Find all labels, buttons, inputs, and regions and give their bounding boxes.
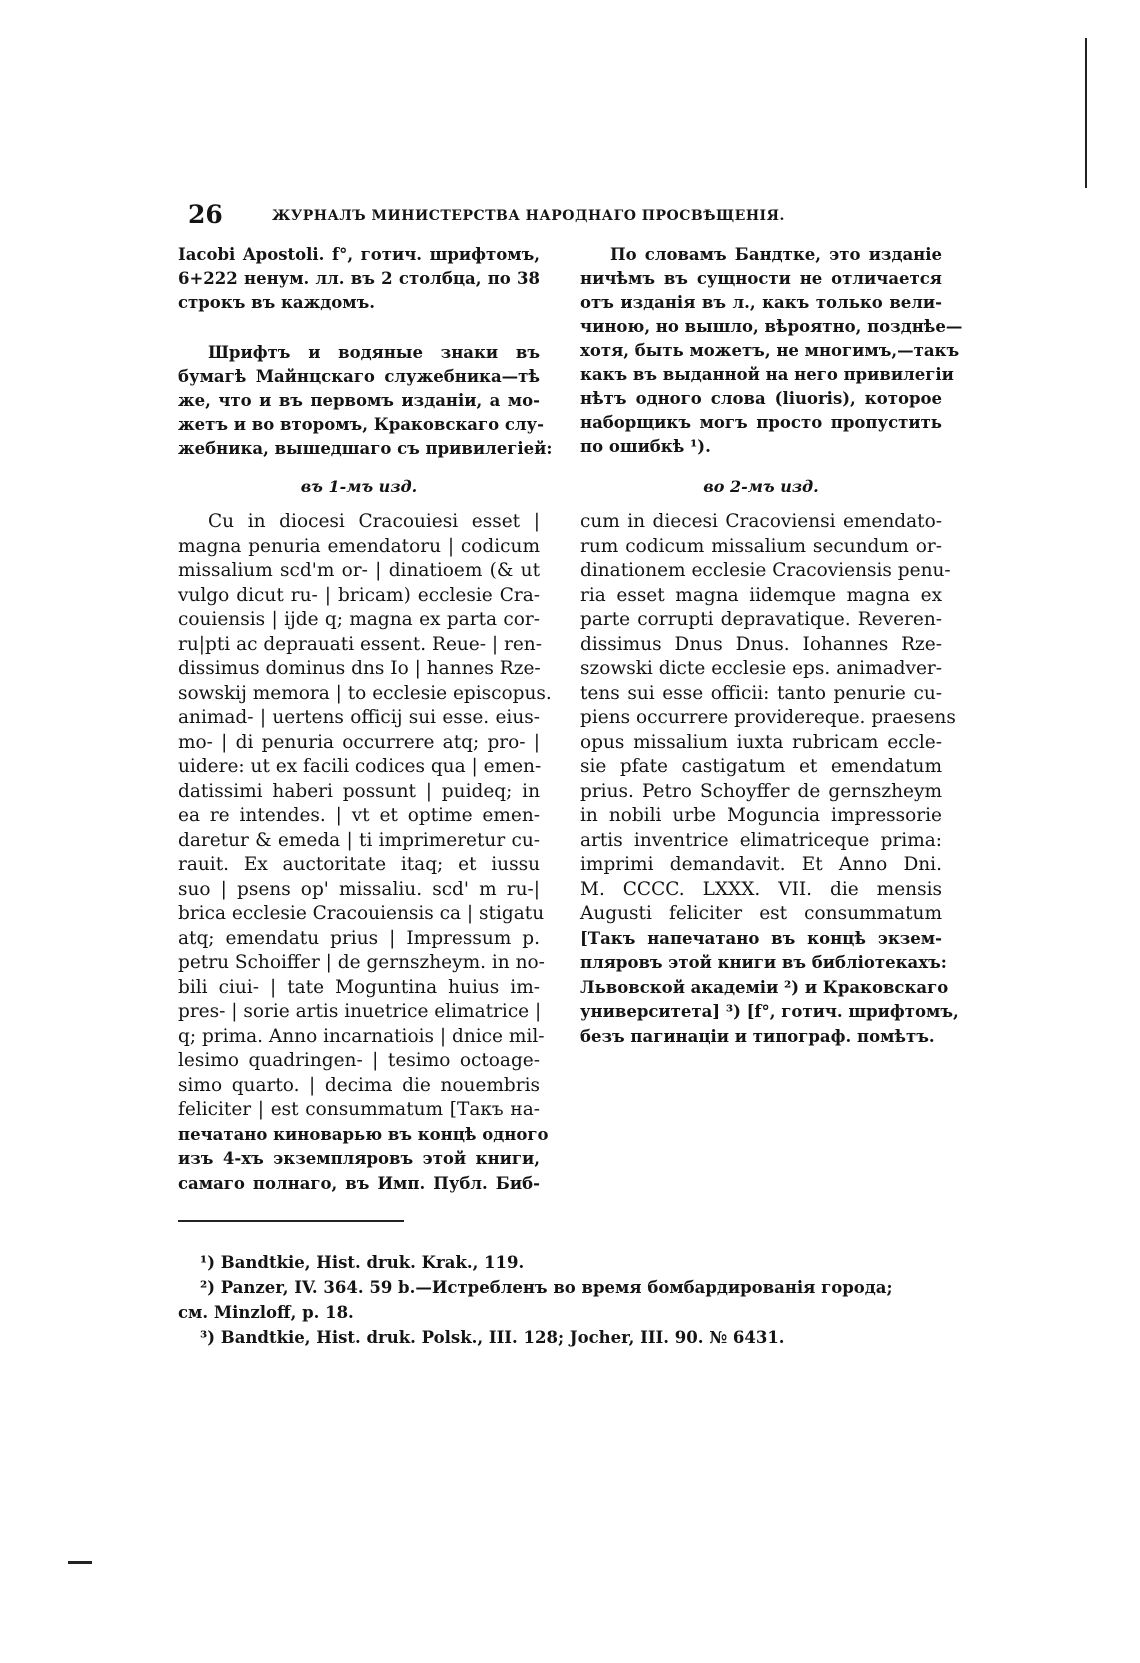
text-line: Cu in diocesi Cracouiesi esset | <box>208 511 540 532</box>
text-line: lesimo quadringen- | tesimo octoage- <box>178 1050 540 1071</box>
text-line: нѣтъ одного слова (liuoris), которое <box>580 389 942 408</box>
text-line: бумагѣ Майнцскаго служебника—тѣ <box>178 367 540 386</box>
left-paragraph <box>178 341 553 461</box>
text-line: imprimi demandavit. Et Anno Dni. <box>580 854 942 875</box>
text-line: rauit. Ex auctoritate itaq; et iussu <box>178 854 540 875</box>
page-number: 26 <box>188 200 223 229</box>
footnote-2-cont: см. Minzloff, p. 18. <box>178 1303 354 1322</box>
margin-mark <box>68 1561 92 1564</box>
left-intro <box>178 243 540 315</box>
text-line: Augusti feliciter est consummatum <box>580 903 942 924</box>
running-head: ЖУРНАЛЪ МИНИСТЕРСТВА НАРОДНАГО ПРОСВѢЩЕНІЯ. <box>272 208 785 224</box>
footnotes <box>178 1250 893 1350</box>
text-line: sie pfate castigatum et emendatum <box>580 756 942 777</box>
text-line: строкъ въ каждомъ. <box>178 293 376 312</box>
text-line: Львовской академіи ²) и Краковскаго <box>580 977 949 997</box>
text-line: университета] ³) [f°, готич. шрифтомъ, <box>580 1002 959 1021</box>
text-line: ru|pti ac deprauati essent. Reue- | ren- <box>178 633 542 655</box>
text-line: simo quarto. | decima die nouembris <box>178 1074 540 1096</box>
text-line: отъ изданія въ л., какъ только вели- <box>580 293 942 312</box>
text-line: magna penuria emendatoru | codicum <box>178 535 540 557</box>
text-line: brica ecclesie Cracouiensis ca | stigatu <box>178 903 545 924</box>
text-line: missalium scd'm or- | dinatioem (& ut <box>178 560 540 581</box>
text-line: dissimus Dnus Dnus. Iohannes Rze- <box>580 633 942 655</box>
text-line: q; prima. Anno incarnatiois | dnice mil- <box>178 1025 545 1047</box>
text-line: cum in diecesi Cracoviensi emendato- <box>580 511 942 532</box>
text-line: По словамъ Бандтке, это изданіе <box>610 245 942 264</box>
text-line: [Такъ напечатано въ концѣ экзем- <box>580 928 942 948</box>
text-line: ea re intendes. | vt et optime emen- <box>178 805 540 826</box>
left-latin-text <box>178 510 552 1196</box>
left-subheading: въ 1-мъ изд. <box>300 477 418 496</box>
text-line: uidere: ut ex facili codices qua | emen- <box>178 756 542 777</box>
text-line: suo | psens op' missaliu. scd' m ru-| <box>178 878 540 900</box>
text-line: feliciter | est consummatum [Такъ на- <box>178 1099 540 1120</box>
text-line: bili ciui- | tate Moguntina huius im- <box>178 976 540 998</box>
text-line: opus missalium iuxta rubricam eccle- <box>580 731 942 753</box>
footnote-3: ³) Bandtkie, Hist. druk. Polsk., III. 128; Jocher, III. 90. № 6431. <box>200 1328 785 1347</box>
text-line: безъ пагинаціи и типограф. помѣтъ. <box>580 1026 935 1046</box>
text-line: prius. Petro Schoyffer de gernszheym <box>580 780 942 802</box>
text-line: animad- | uertens officij sui esse. eius- <box>178 707 540 728</box>
text-line: наборщикъ могъ просто пропустить <box>580 413 942 432</box>
text-line: szowski dicte ecclesie eps. animadver- <box>580 658 942 679</box>
text-line: хотя, быть можетъ, не многимъ,—такъ <box>580 341 960 360</box>
text-line: rum codicum missalium secundum or- <box>580 535 942 557</box>
text-line: petru Schoiffer | de gernszheym. in no- <box>178 952 545 973</box>
text-line: tens sui esse officii: tanto penurie cu- <box>580 682 942 704</box>
text-line: ничѣмъ въ сущности не отличается <box>580 269 942 288</box>
text-line: ria esset magna iidemque magna ex <box>580 584 942 606</box>
text-line: какъ въ выданной на него привилегіи <box>580 365 954 384</box>
footnote-rule <box>178 1220 404 1222</box>
text-line: pres- | sorie artis inuetrice elimatrice | <box>178 1001 542 1022</box>
text-line: чиною, но вышло, вѣроятно, позднѣе— <box>580 317 963 336</box>
text-line: пляровъ этой книги въ библіотекахъ: <box>580 953 947 972</box>
text-line: atq; emendatu prius | Impressum p. <box>178 927 540 949</box>
text-line: datissimi haberi possunt | puideq; in <box>178 780 540 802</box>
text-line: жебника, вышедшаго съ привилегіей: <box>178 439 553 458</box>
footnote-2: ²) Panzer, IV. 364. 59 b.—Истребленъ во время бомбардированія города; <box>200 1278 893 1297</box>
text-line: dissimus dominus dns Io | hannes Rze- <box>178 658 541 679</box>
text-line: самаго полнаго, въ Имп. Публ. Биб- <box>178 1173 540 1193</box>
text-line: in nobili urbe Moguncia impressorie <box>580 805 942 826</box>
text-line: 6+222 ненум. лл. въ 2 столбца, по 38 <box>178 269 540 288</box>
footnote-1: ¹) Bandtkie, Hist. druk. Krak., 119. <box>200 1253 525 1272</box>
text-line: vulgo dicut ru- | bricam) ecclesie Cra- <box>178 584 540 606</box>
right-latin-text <box>580 510 959 1049</box>
right-paragraph <box>580 243 963 459</box>
text-line: изъ 4-хъ экземпляровъ этой книги, <box>178 1149 540 1168</box>
text-line: parte corrupti depravatique. Reveren- <box>580 609 942 630</box>
text-line: Шрифтъ и водяные знаки въ <box>208 343 540 362</box>
text-line: piens occurrere providereque. praesens <box>580 707 956 728</box>
right-subheading: во 2-мъ изд. <box>703 477 819 496</box>
page-edge-rule <box>1085 38 1087 188</box>
text-line: mo- | di penuria occurrere atq; pro- | <box>178 731 540 753</box>
text-line: couiensis | ijde q; magna ex parta cor- <box>178 609 540 630</box>
text-line: M. CCCC. LXXX. VII. die mensis <box>580 878 942 900</box>
text-line: жетъ и во второмъ, Краковскаго слу- <box>178 415 544 434</box>
text-line: sowskij memora | to ecclesie episcopus. <box>178 682 552 704</box>
text-line: daretur & emeda | ti imprimeretur cu- <box>178 829 540 851</box>
text-line: же, что и въ первомъ изданіи, а мо- <box>178 391 540 410</box>
text-line: по ошибкѣ ¹). <box>580 437 711 456</box>
text-line: Iacobi Apostoli. f°, готич. шрифтомъ, <box>178 245 540 264</box>
text-line: печатано киноварью въ концѣ одного <box>178 1124 549 1144</box>
text-line: artis inventrice elimatriceque prima: <box>580 829 942 851</box>
text-line: dinationem ecclesie Cracoviensis penu- <box>580 560 951 581</box>
page-header <box>188 200 828 230</box>
